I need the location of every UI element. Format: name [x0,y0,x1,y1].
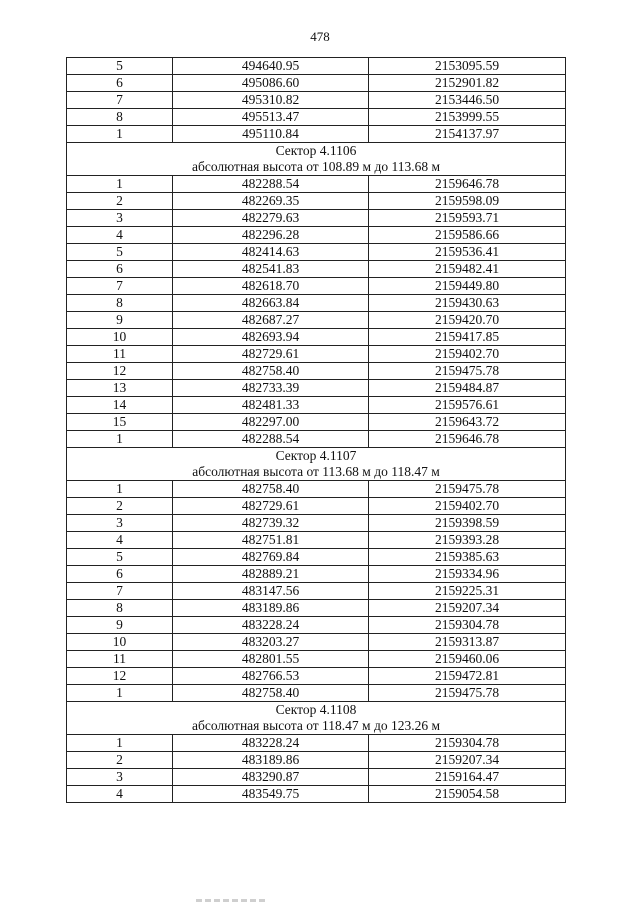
sector-altitude-range: абсолютная высота от 113.68 м до 118.47 м [67,464,566,481]
x-coordinate-cell: 495086.60 [173,75,369,92]
x-coordinate-cell: 482758.40 [173,685,369,702]
y-coordinate-cell: 2159402.70 [369,498,566,515]
y-coordinate-cell: 2159475.78 [369,685,566,702]
table-row [67,532,566,549]
point-number-cell: 15 [67,414,173,431]
table-row [67,329,566,346]
table-row [67,312,566,329]
x-coordinate-cell: 482751.81 [173,532,369,549]
table-row [67,414,566,431]
sector-title: Сектор 4.1107 [67,448,566,465]
table-row [67,58,566,75]
y-coordinate-cell: 2153095.59 [369,58,566,75]
x-coordinate-cell: 483549.75 [173,786,369,803]
point-number-cell: 11 [67,651,173,668]
table-row [67,600,566,617]
sector-title-row [67,702,566,719]
point-number-cell: 1 [67,176,173,193]
x-coordinate-cell: 482693.94 [173,329,369,346]
x-coordinate-cell: 482663.84 [173,295,369,312]
y-coordinate-cell: 2159576.61 [369,397,566,414]
y-coordinate-cell: 2159385.63 [369,549,566,566]
table-row [67,176,566,193]
x-coordinate-cell: 482739.32 [173,515,369,532]
point-number-cell: 9 [67,312,173,329]
y-coordinate-cell: 2159586.66 [369,227,566,244]
sector-altitude-range-row [67,159,566,176]
y-coordinate-cell: 2159460.06 [369,651,566,668]
point-number-cell: 10 [67,634,173,651]
y-coordinate-cell: 2159593.71 [369,210,566,227]
sector-title: Сектор 4.1106 [67,143,566,160]
point-number-cell: 4 [67,532,173,549]
x-coordinate-cell: 482288.54 [173,431,369,448]
y-coordinate-cell: 2159449.80 [369,278,566,295]
x-coordinate-cell: 495310.82 [173,92,369,109]
table-row [67,498,566,515]
y-coordinate-cell: 2152901.82 [369,75,566,92]
x-coordinate-cell: 482801.55 [173,651,369,668]
table-row [67,752,566,769]
y-coordinate-cell: 2159304.78 [369,617,566,634]
sector-altitude-range-row [67,718,566,735]
x-coordinate-cell: 482733.39 [173,380,369,397]
y-coordinate-cell: 2159207.34 [369,600,566,617]
x-coordinate-cell: 482766.53 [173,668,369,685]
y-coordinate-cell: 2159472.81 [369,668,566,685]
y-coordinate-cell: 2159402.70 [369,346,566,363]
table-row [67,397,566,414]
coordinates-table-body [67,58,566,803]
x-coordinate-cell: 482687.27 [173,312,369,329]
table-row [67,431,566,448]
point-number-cell: 1 [67,685,173,702]
coordinates-table [66,57,566,803]
x-coordinate-cell: 482297.00 [173,414,369,431]
point-number-cell: 10 [67,329,173,346]
point-number-cell: 2 [67,498,173,515]
table-row [67,735,566,752]
table-row [67,278,566,295]
y-coordinate-cell: 2159313.87 [369,634,566,651]
x-coordinate-cell: 494640.95 [173,58,369,75]
table-row [67,193,566,210]
point-number-cell: 12 [67,668,173,685]
table-row [67,92,566,109]
point-number-cell: 5 [67,244,173,261]
table-row [67,126,566,143]
point-number-cell: 7 [67,92,173,109]
y-coordinate-cell: 2159207.34 [369,752,566,769]
table-row [67,380,566,397]
point-number-cell: 6 [67,566,173,583]
x-coordinate-cell: 482618.70 [173,278,369,295]
y-coordinate-cell: 2159646.78 [369,431,566,448]
x-coordinate-cell: 495513.47 [173,109,369,126]
table-row [67,685,566,702]
x-coordinate-cell: 482296.28 [173,227,369,244]
x-coordinate-cell: 483228.24 [173,617,369,634]
point-number-cell: 9 [67,617,173,634]
point-number-cell: 3 [67,769,173,786]
x-coordinate-cell: 483203.27 [173,634,369,651]
y-coordinate-cell: 2159164.47 [369,769,566,786]
y-coordinate-cell: 2159054.58 [369,786,566,803]
table-row [67,651,566,668]
point-number-cell: 14 [67,397,173,414]
x-coordinate-cell: 483147.56 [173,583,369,600]
table-row [67,515,566,532]
x-coordinate-cell: 482729.61 [173,498,369,515]
sector-altitude-range-row [67,464,566,481]
table-row [67,295,566,312]
point-number-cell: 11 [67,346,173,363]
table-row [67,346,566,363]
point-number-cell: 8 [67,600,173,617]
x-coordinate-cell: 482769.84 [173,549,369,566]
x-coordinate-cell: 482758.40 [173,481,369,498]
point-number-cell: 1 [67,431,173,448]
y-coordinate-cell: 2153999.55 [369,109,566,126]
x-coordinate-cell: 483228.24 [173,735,369,752]
point-number-cell: 1 [67,735,173,752]
point-number-cell: 2 [67,193,173,210]
y-coordinate-cell: 2159646.78 [369,176,566,193]
y-coordinate-cell: 2159484.87 [369,380,566,397]
y-coordinate-cell: 2159430.63 [369,295,566,312]
x-coordinate-cell: 482279.63 [173,210,369,227]
sector-altitude-range: абсолютная высота от 108.89 м до 113.68 м [67,159,566,176]
point-number-cell: 1 [67,481,173,498]
point-number-cell: 8 [67,295,173,312]
x-coordinate-cell: 483290.87 [173,769,369,786]
x-coordinate-cell: 482729.61 [173,346,369,363]
point-number-cell: 3 [67,210,173,227]
table-row [67,668,566,685]
x-coordinate-cell: 482889.21 [173,566,369,583]
table-row [67,261,566,278]
sector-altitude-range: абсолютная высота от 118.47 м до 123.26 м [67,718,566,735]
sector-title: Сектор 4.1108 [67,702,566,719]
y-coordinate-cell: 2159225.31 [369,583,566,600]
y-coordinate-cell: 2159475.78 [369,481,566,498]
table-row [67,549,566,566]
x-coordinate-cell: 495110.84 [173,126,369,143]
point-number-cell: 6 [67,75,173,92]
x-coordinate-cell: 482481.33 [173,397,369,414]
point-number-cell: 13 [67,380,173,397]
table-row [67,227,566,244]
sector-title-row [67,143,566,160]
y-coordinate-cell: 2159304.78 [369,735,566,752]
x-coordinate-cell: 482758.40 [173,363,369,380]
table-row [67,244,566,261]
sector-title-row [67,448,566,465]
point-number-cell: 5 [67,58,173,75]
y-coordinate-cell: 2159334.96 [369,566,566,583]
table-row [67,769,566,786]
point-number-cell: 7 [67,583,173,600]
y-coordinate-cell: 2159417.85 [369,329,566,346]
table-row [67,617,566,634]
point-number-cell: 3 [67,515,173,532]
y-coordinate-cell: 2159398.59 [369,515,566,532]
x-coordinate-cell: 483189.86 [173,600,369,617]
y-coordinate-cell: 2154137.97 [369,126,566,143]
point-number-cell: 4 [67,786,173,803]
x-coordinate-cell: 482288.54 [173,176,369,193]
x-coordinate-cell: 483189.86 [173,752,369,769]
y-coordinate-cell: 2159643.72 [369,414,566,431]
table-row [67,363,566,380]
y-coordinate-cell: 2159482.41 [369,261,566,278]
table-row [67,75,566,92]
point-number-cell: 4 [67,227,173,244]
y-coordinate-cell: 2159393.28 [369,532,566,549]
y-coordinate-cell: 2153446.50 [369,92,566,109]
x-coordinate-cell: 482541.83 [173,261,369,278]
table-row [67,583,566,600]
point-number-cell: 5 [67,549,173,566]
page-number: 478 [310,29,330,44]
x-coordinate-cell: 482269.35 [173,193,369,210]
table-row [67,210,566,227]
point-number-cell: 8 [67,109,173,126]
point-number-cell: 2 [67,752,173,769]
table-row [67,786,566,803]
y-coordinate-cell: 2159598.09 [369,193,566,210]
table-row [67,481,566,498]
y-coordinate-cell: 2159420.70 [369,312,566,329]
table-row [67,109,566,126]
point-number-cell: 6 [67,261,173,278]
scan-artifact [196,899,266,902]
point-number-cell: 7 [67,278,173,295]
point-number-cell: 12 [67,363,173,380]
point-number-cell: 1 [67,126,173,143]
y-coordinate-cell: 2159475.78 [369,363,566,380]
table-row [67,566,566,583]
table-row [67,634,566,651]
x-coordinate-cell: 482414.63 [173,244,369,261]
y-coordinate-cell: 2159536.41 [369,244,566,261]
